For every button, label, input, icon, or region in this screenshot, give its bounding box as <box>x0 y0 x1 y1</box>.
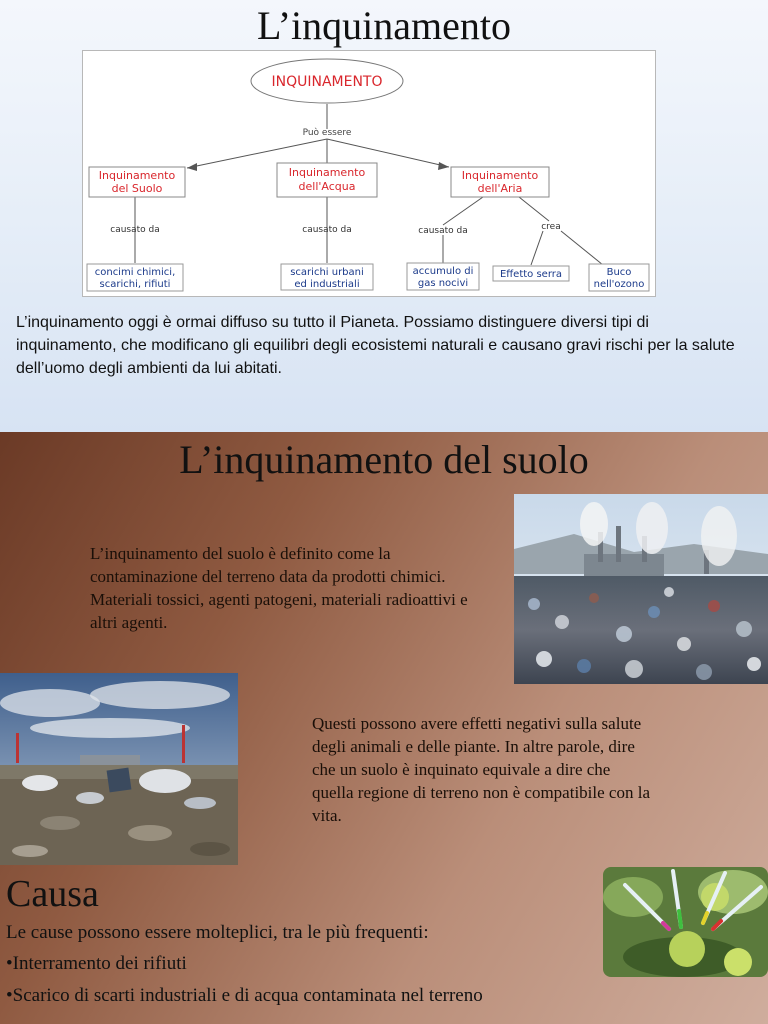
node-aria-line1: Inquinamento <box>461 169 539 182</box>
leaf-gas-line1: accumulo di <box>412 266 474 277</box>
apples-syringes-photo <box>603 867 768 977</box>
root-label: INQUINAMENTO <box>271 74 383 90</box>
connector-label: Può essere <box>302 128 352 138</box>
leaf-gas-line2: gas nocivi <box>417 278 469 289</box>
node-aria-line2: dell'Aria <box>477 182 523 195</box>
leaf-acqua-line1: scarichi urbani <box>290 267 364 278</box>
paragraph-definition: L’inquinamento del suolo è definito come la contaminazione del terreno data da prodotti chimici. Materiali tossici, agenti patogeni, materiali radioattivi e altri agenti. <box>90 544 468 632</box>
node-acqua-line1: Inquinamento <box>288 166 366 179</box>
node-suolo-line2: del Suolo <box>111 182 163 195</box>
leaf-suolo-line1: concimi chimici, <box>94 267 176 278</box>
relation-crea: crea <box>541 222 561 232</box>
leaf-acqua-line2: ed industriali <box>294 279 360 290</box>
node-acqua-line2: dell'Acqua <box>298 180 356 193</box>
landfill-factory-photo <box>514 494 768 684</box>
concept-map-svg <box>83 51 655 296</box>
causa-bullet: •Scarico di scarti industriali e di acqua contaminata nel terreno <box>6 985 483 1006</box>
slide1-paragraph: L’inquinamento oggi è ormai diffuso su tutto il Pianeta. Possiamo distinguere diversi tipi di inquinamento, che modificano gli equilibri degli ecosistemi naturali e causano gravi rischi per la salute dell’uomo degli ambienti da lui abitati. <box>16 314 735 377</box>
node-suolo-line1: Inquinamento <box>98 169 176 182</box>
causa-bullet: •Interramento dei rifiuti <box>6 953 187 974</box>
slide1-title: L’inquinamento <box>256 3 512 48</box>
relation-aria: causato da <box>418 226 468 236</box>
causa-intro: Le cause possono essere molteplici, tra le più frequenti: <box>6 922 429 943</box>
leaf-effetto-serra-label: Effetto serra <box>499 269 563 280</box>
relation-suolo: causato da <box>110 225 160 235</box>
concept-map <box>82 50 656 297</box>
slide-inquinamento-suolo <box>0 432 768 1024</box>
leaf-ozono-line1: Buco <box>606 267 632 278</box>
relation-acqua: causato da <box>302 225 352 235</box>
leaf-suolo-line2: scarichi, rifiuti <box>99 279 171 290</box>
leaf-ozono-line2: nell'ozono <box>593 279 645 290</box>
slide-inquinamento <box>0 0 768 432</box>
landfill-field-photo <box>0 673 238 865</box>
paragraph-effects: Questi possono avere effetti negativi sulla salute degli animali e delle piante. In altre parole, dire che un suolo è inquinato equivale a dire che quella regione di terreno non è compatibile con la vita. <box>312 714 650 825</box>
causa-title: Causa <box>6 873 99 915</box>
slide2-title: L’inquinamento del suolo <box>179 437 589 482</box>
